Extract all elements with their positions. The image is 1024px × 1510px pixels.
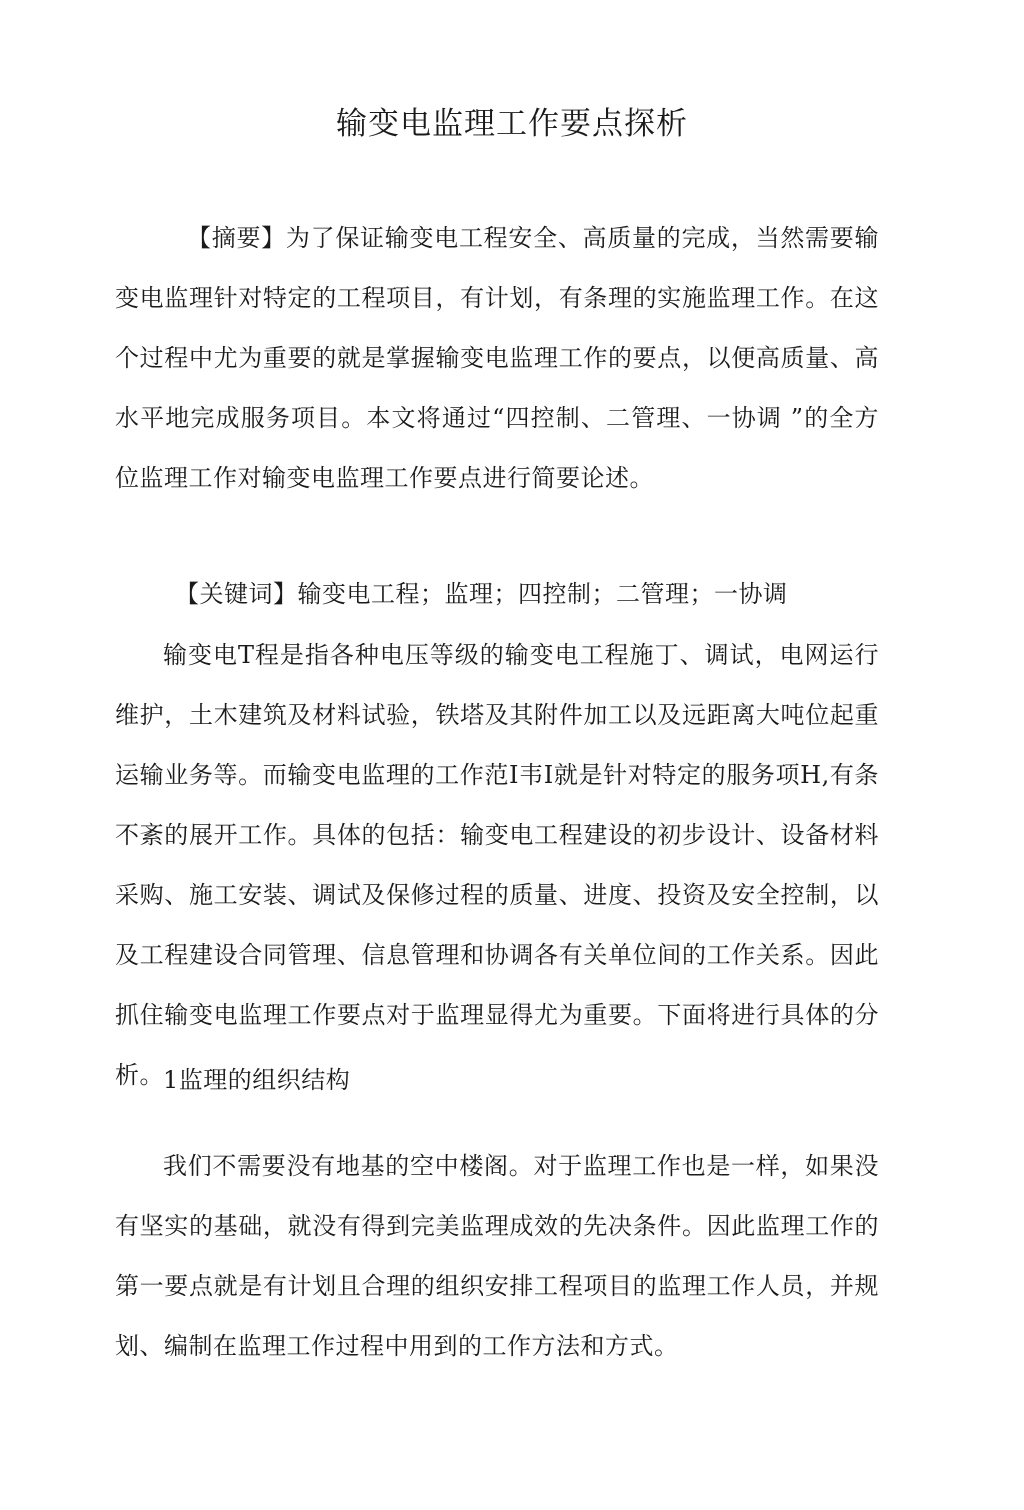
section-heading: 1监理的组织结构 [163,1066,351,1094]
intro-paragraph: 输变电T程是指各种电压等级的输变电工程施丁、调试，电网运行维护，土木建筑及材料试验，铁塔及其附件加工以及远距离大吨位起重运输业务等。而输变电监理的工作范I韦I就是针对特定的服务项H,有条不紊的展开工作。具体的包括：输变电工程建设的初步设计、设备材料采购、施工安装、调试及保修过程的质量、进度、投资及安全控制，以及工程建设合同管理、信息管理和协调各有关单位间的工作关系。因此抓住输变电监理工作要点对于监理显得尤为重要。下面将进行具体的分析。 [115,641,879,1089]
abstract-paragraph: 【摘要】为了保证输变电工程安全、高质量的完成，当然需要输变电监理针对特定的工程项目，有计划，有条理的实施监理工作。在这个过程中尤为重要的就是掌握输变电监理工作的要点，以便高质量、高水平地完成服务项目。本文将通过“四控制、二管理、一协调 ”的全方位监理工作对输变电监理工作要点进行简要论述。 [115,224,879,492]
document-title: 输变电监理工作要点探析 [336,106,688,142]
section-paragraph: 我们不需要没有地基的空中楼阁。对于监理工作也是一样，如果没有坚实的基础，就没有得到完美监理成效的先决条件。因此监理工作的第一要点就是有计划且合理的组织安排工程项目的监理工作人员，并规划、编制在监理工作过程中用到的工作方法和方式。 [115,1152,879,1360]
keywords-paragraph: 【关键词】输变电工程；监理；四控制；二管理；一协调 [175,580,788,608]
